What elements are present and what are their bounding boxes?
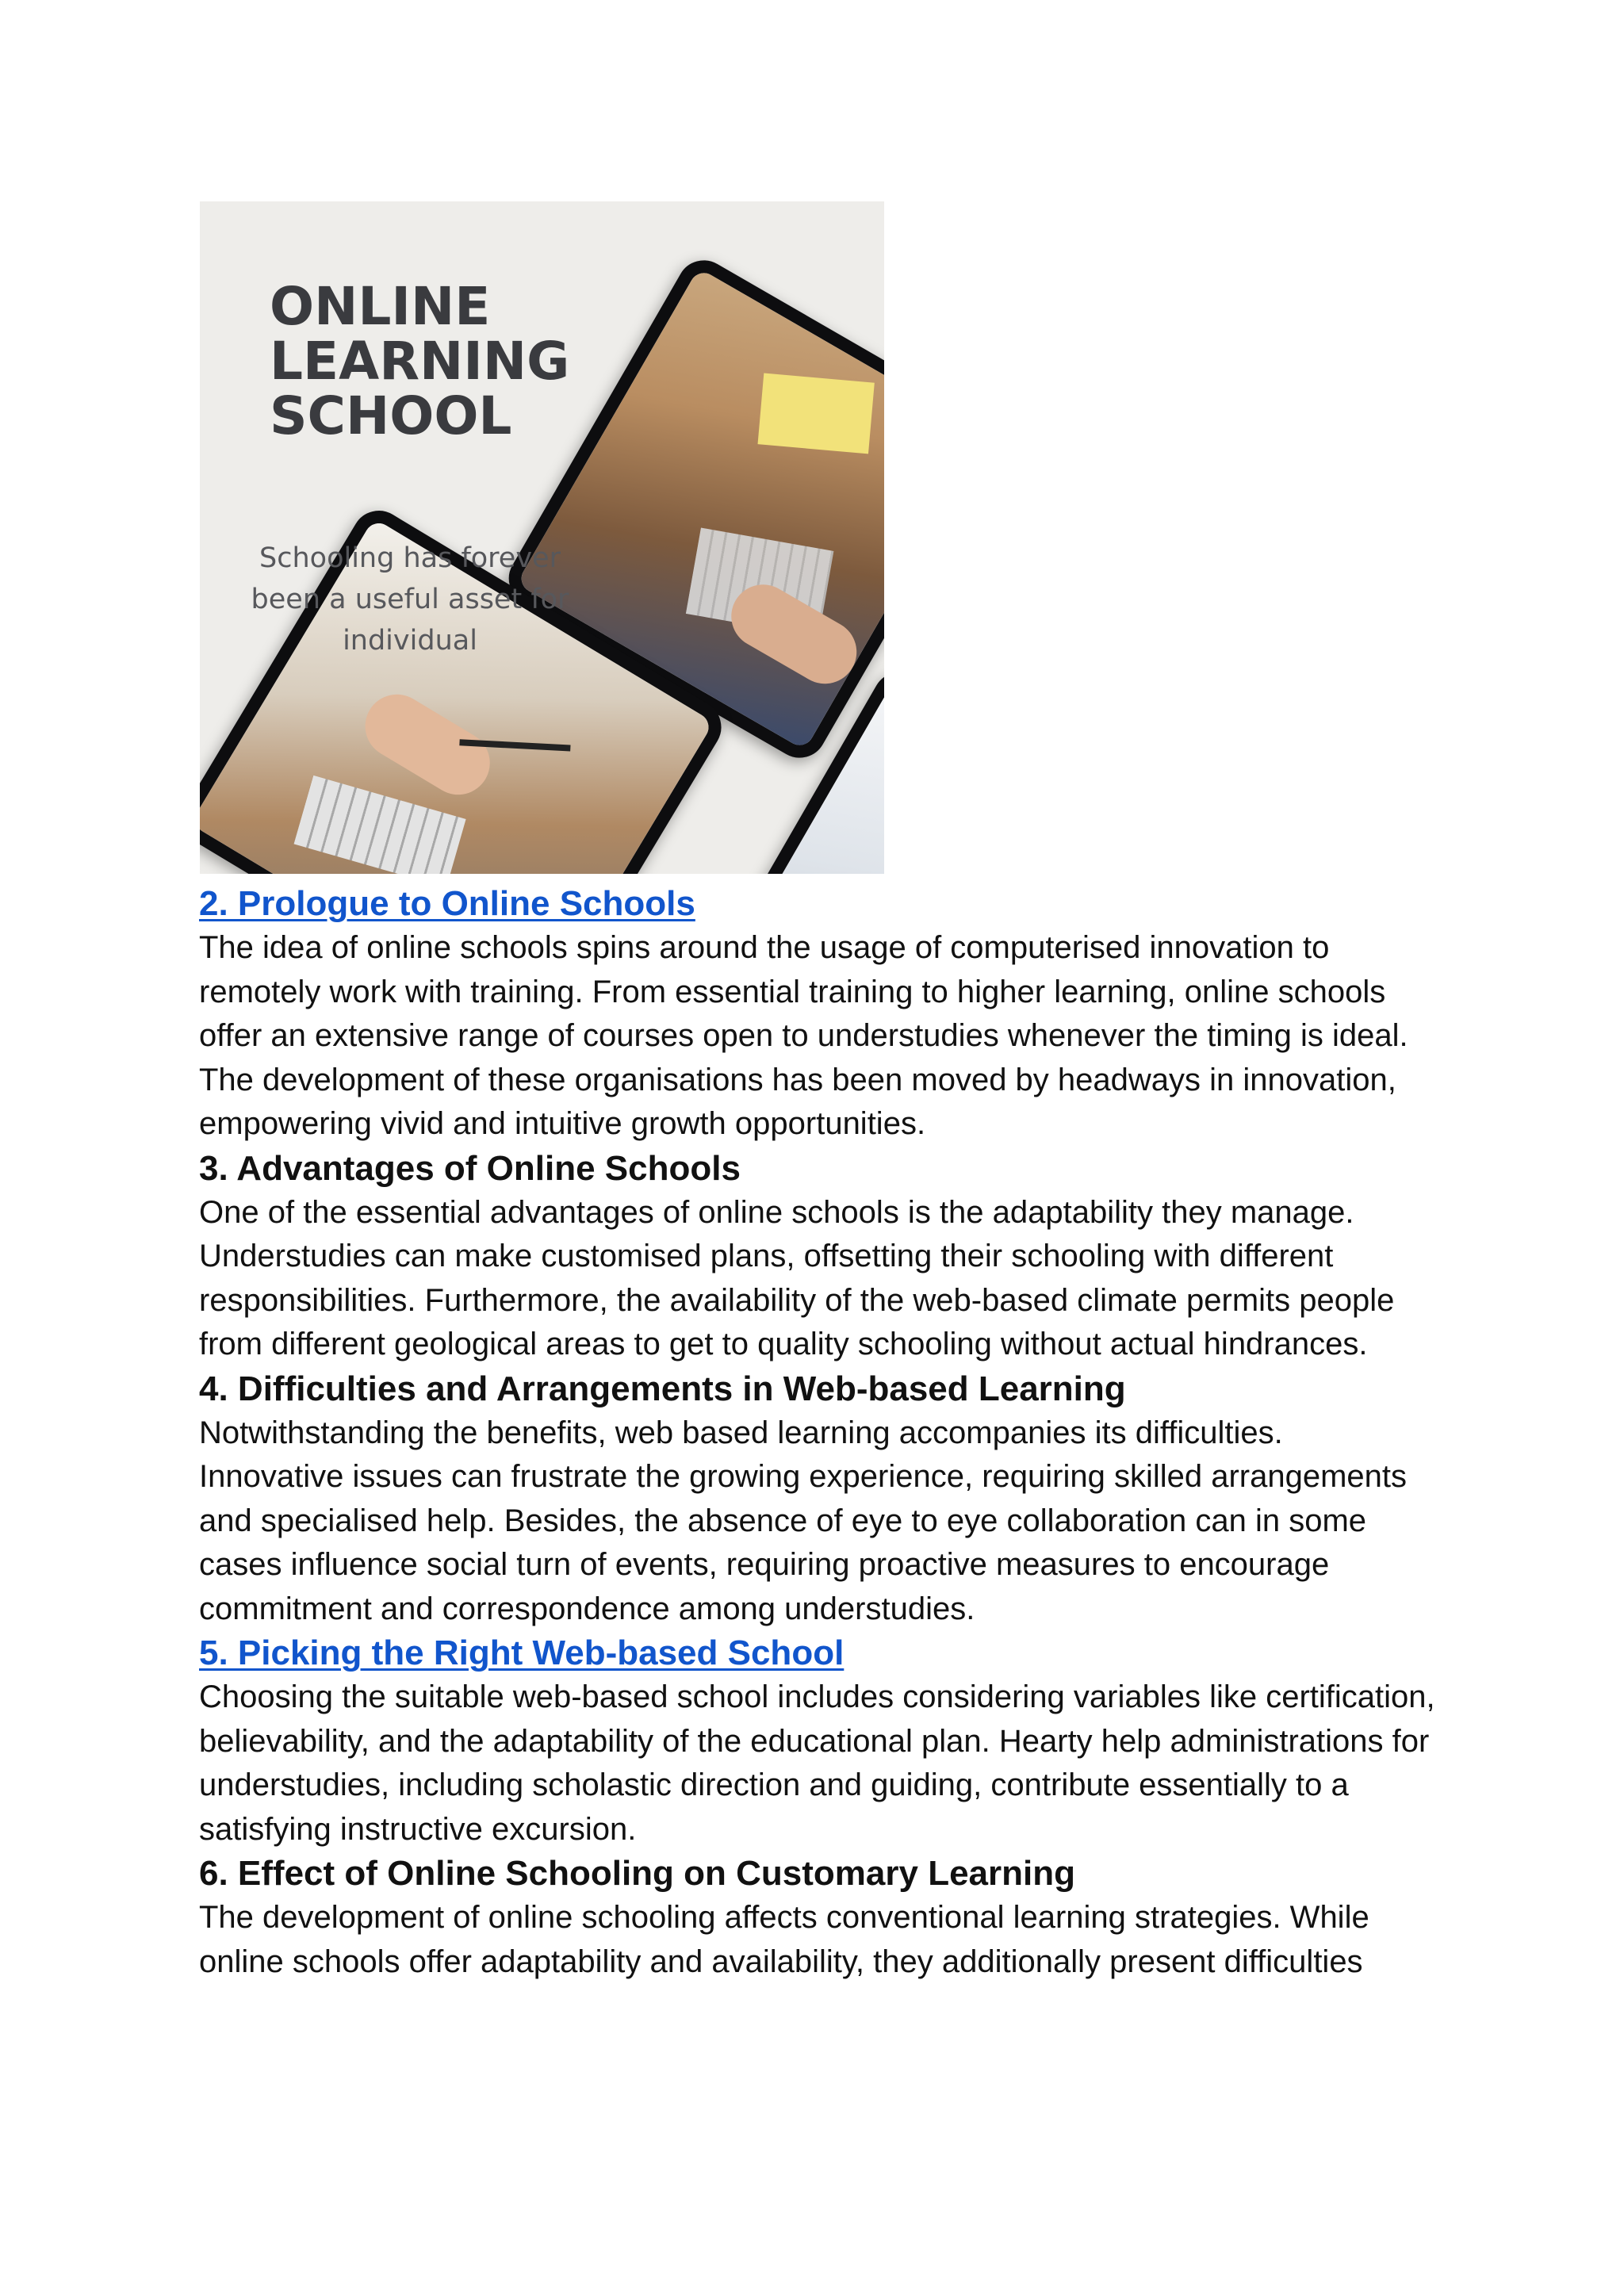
section-heading: 3. Advantages of Online Schools xyxy=(199,1148,741,1188)
banner-title-line: LEARNING xyxy=(270,331,570,392)
banner-title-line: SCHOOL xyxy=(270,385,512,446)
section-heading: 6. Effect of Online Schooling on Customary Learning xyxy=(199,1854,1075,1893)
section-heading-link[interactable]: 2. Prologue to Online Schools xyxy=(199,884,695,923)
section-paragraph: Notwithstanding the benefits, web based learning accompanies its difficulties. Innovative issues can frustrate the growing experience, requiring skilled arrangements and specialised help. Besides, the absence of eye to eye collaboration can in some cases influence social turn of events, requiring proactive measures to encourage commitment and correspondence among understudies. xyxy=(199,1415,1408,1626)
section-heading-link[interactable]: 5. Picking the Right Web-based School xyxy=(199,1633,845,1672)
section-heading: 4. Difficulties and Arrangements in Web-based Learning xyxy=(199,1369,1126,1408)
document-body xyxy=(199,882,1436,1984)
banner-title xyxy=(270,276,603,446)
banner-title-line: ONLINE xyxy=(270,276,491,337)
banner-image xyxy=(200,201,884,874)
section-paragraph: The idea of online schools spins around the usage of computerised innovation to remotely work with training. From essential training to higher learning, online schools offer an extensive range of courses open to understudies whenever the timing is ideal. The development of these organisations has been moved by headways in innovation, empowering vivid and intuitive growth opportunities. xyxy=(199,930,1408,1141)
section-paragraph: The development of online schooling affects conventional learning strategies. While online schools offer adaptability and availability, they additionally present difficulties xyxy=(199,1900,1369,1979)
section-paragraph: One of the essential advantages of online schools is the adaptability they manage. Understudies can make customised plans, offsetting their schooling with different responsibilities. Furthermore, the availability of the web-based climate permits people from different geological areas to get to quality schooling without actual hindrances. xyxy=(199,1194,1395,1361)
section-paragraph: Choosing the suitable web-based school includes considering variables like certification, believability, and the adaptability of the educational plan. Hearty help administrations for understudies, including scholastic direction and guiding, contribute essentially to a satisfying instructive excursion. xyxy=(199,1679,1435,1847)
banner-subtitle: Schooling has forever been a useful asset for individual xyxy=(251,542,569,657)
